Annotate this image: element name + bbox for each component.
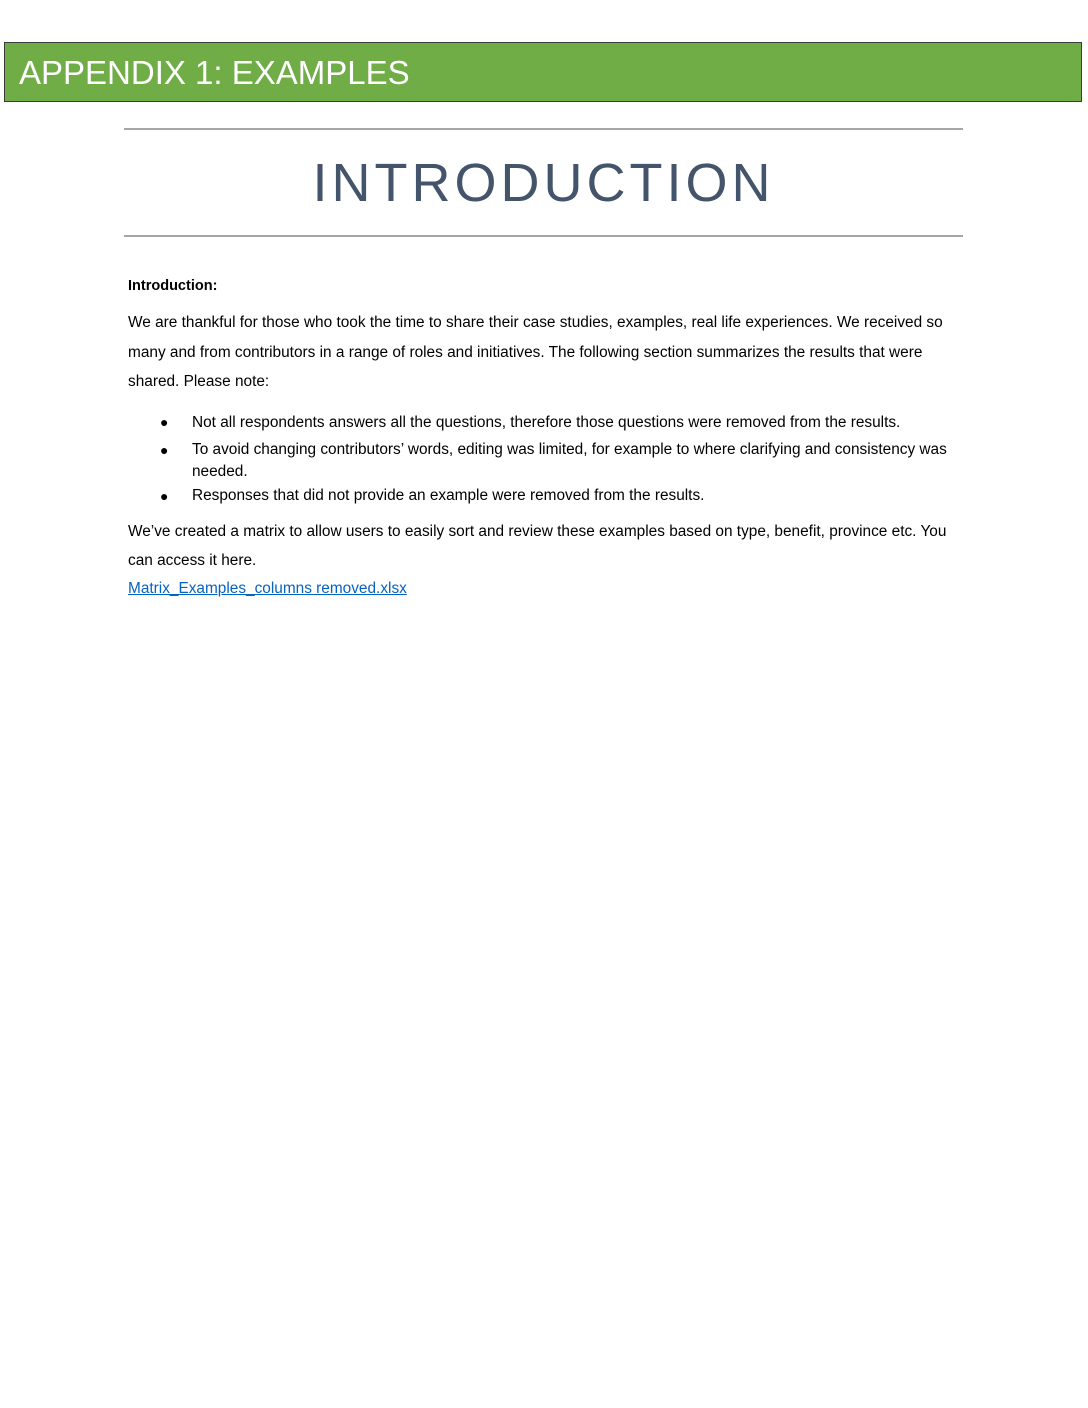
matrix-file-link[interactable]: Matrix_Examples_columns removed.xlsx xyxy=(128,580,407,597)
list-item-text: Responses that did not provide an example were removed from the results. xyxy=(192,487,705,504)
list-item xyxy=(160,485,958,507)
list-item xyxy=(160,439,958,483)
bullet-icon: ● xyxy=(160,413,169,430)
intro-section xyxy=(128,276,958,604)
list-item-text: To avoid changing contributors’ words, editing was limited, for example to where clarifying and consistency was needed. xyxy=(192,441,947,480)
appendix-banner xyxy=(4,42,1082,102)
list-item-text: Not all respondents answers all the questions, therefore those questions were removed from the results. xyxy=(192,413,901,431)
page-title: INTRODUCTION xyxy=(312,153,775,213)
appendix-title: APPENDIX 1: EXAMPLES xyxy=(19,54,410,91)
bullet-icon: ● xyxy=(160,442,169,458)
bullet-icon: ● xyxy=(160,488,169,504)
intro-paragraph: We are thankful for those who took the time to share their case studies, examples, real life experiences. We received so many and from contributors in a range of roles and initiatives. The following section summarizes the results that were shared. Please note: xyxy=(128,314,943,390)
list-item xyxy=(160,408,958,438)
title-top-rule xyxy=(124,128,963,130)
title-bottom-rule xyxy=(124,235,963,237)
intro-subheading: Introduction: xyxy=(128,278,218,294)
notes-list xyxy=(128,408,958,508)
closing-paragraph: We’ve created a matrix to allow users to easily sort and review these examples based on type, benefit, province etc. You can access it here. xyxy=(128,523,947,569)
